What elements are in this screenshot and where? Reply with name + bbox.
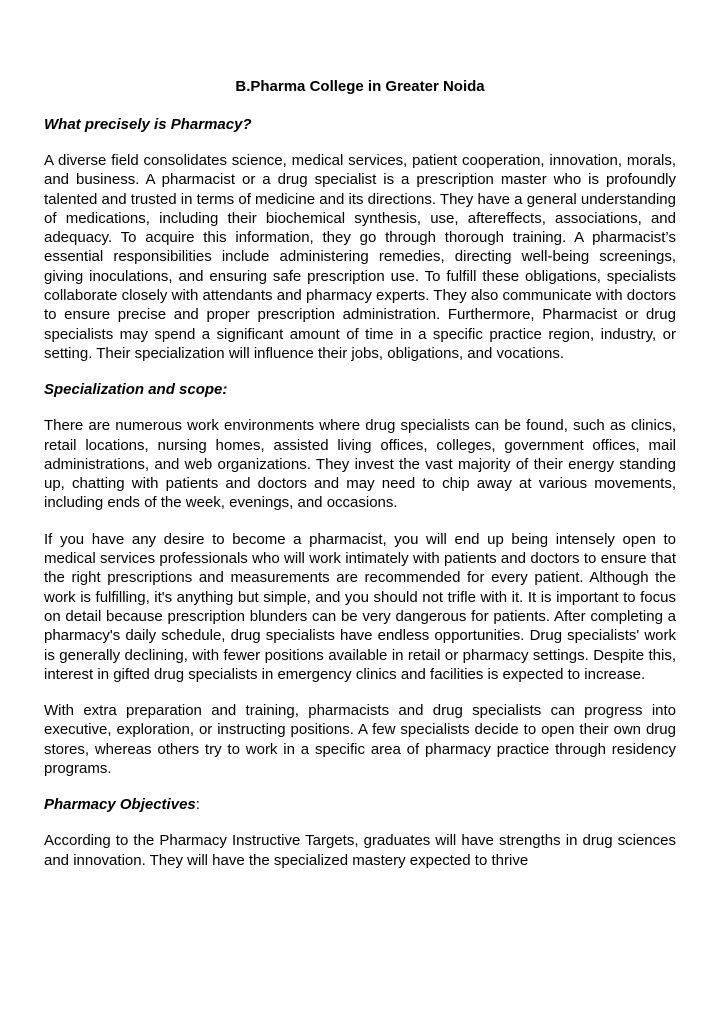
section-heading-what-is-pharmacy: What precisely is Pharmacy? [44,116,252,133]
paragraph-instructive-targets: According to the Pharmacy Instructive Targets, graduates will have strengths in drug sciences and innovation. They will have the specialized mastery expected to thrive [44,832,676,869]
document-page [44,77,676,887]
document-title: B.Pharma College in Greater Noida [235,78,485,95]
paragraph-career-progression: With extra preparation and training, pharmacists and drug specialists can progress into executive, exploration, or instructing positions. A few specialists decide to open their own drug stores, whereas others try to work in a specific area of pharmacy practice through residency programs. [44,702,676,778]
section-heading-colon: : [195,796,200,814]
paragraph-becoming-pharmacist: If you have any desire to become a pharmacist, you will end up being intensely open to medical services professionals who will work intimately with patients and doctors to ensure that the right prescriptions and measurements are recommended for every patient. Although the work is fulfilling, it's anything but simple, and you should not trifle with it. It is important to focus on detail because prescription blunders can be very dangerous for patients. After completing a pharmacy's daily schedule, drug specialists have endless opportunities. Drug specialists' work is generally declining, with fewer positions available in retail or pharmacy settings. Despite this, interest in gifted drug specialists in emergency clinics and facilities is expected to increase. [44,530,676,683]
paragraph-pharmacy-definition: A diverse field consolidates science, medical services, patient cooperation, innovation, morals, and business. A pharmacist or a drug specialist is a prescription master who is profoundly talented and trusted in terms of medicine and its directions. They have a general understanding of medications, including their biochemical synthesis, use, aftereffects, associations, and adequacy. To acquire this information, they go through thorough training. A pharmacist’s essential responsibilities include administering remedies, directing well-being screenings, giving inoculations, and ensuring safe prescription use. To fulfill these obligations, specialists collaborate closely with attendants and pharmacy experts. They also communicate with doctors to ensure precise and proper prescription administration. Furthermore, Pharmacist or drug specialists may spend a significant amount of time in a specific practice region, industry, or setting. Their specialization will influence their jobs, obligations, and vocations. [44,152,676,362]
section-heading-specialization-scope: Specialization and scope: [44,381,228,399]
paragraph-work-environments: There are numerous work environments where drug specialists can be found, such as clinics, retail locations, nursing homes, assisted living offices, colleges, government offices, mail administrations, and web organizations. They invest the vast majority of their energy standing up, chatting with patients and doctors and may need to chip away at various movements, including ends of the week, evenings, and occasions. [44,417,676,512]
section-heading-pharmacy-objectives-text: Pharmacy Objectives [44,796,196,814]
section-heading-pharmacy-objectives [44,795,676,814]
